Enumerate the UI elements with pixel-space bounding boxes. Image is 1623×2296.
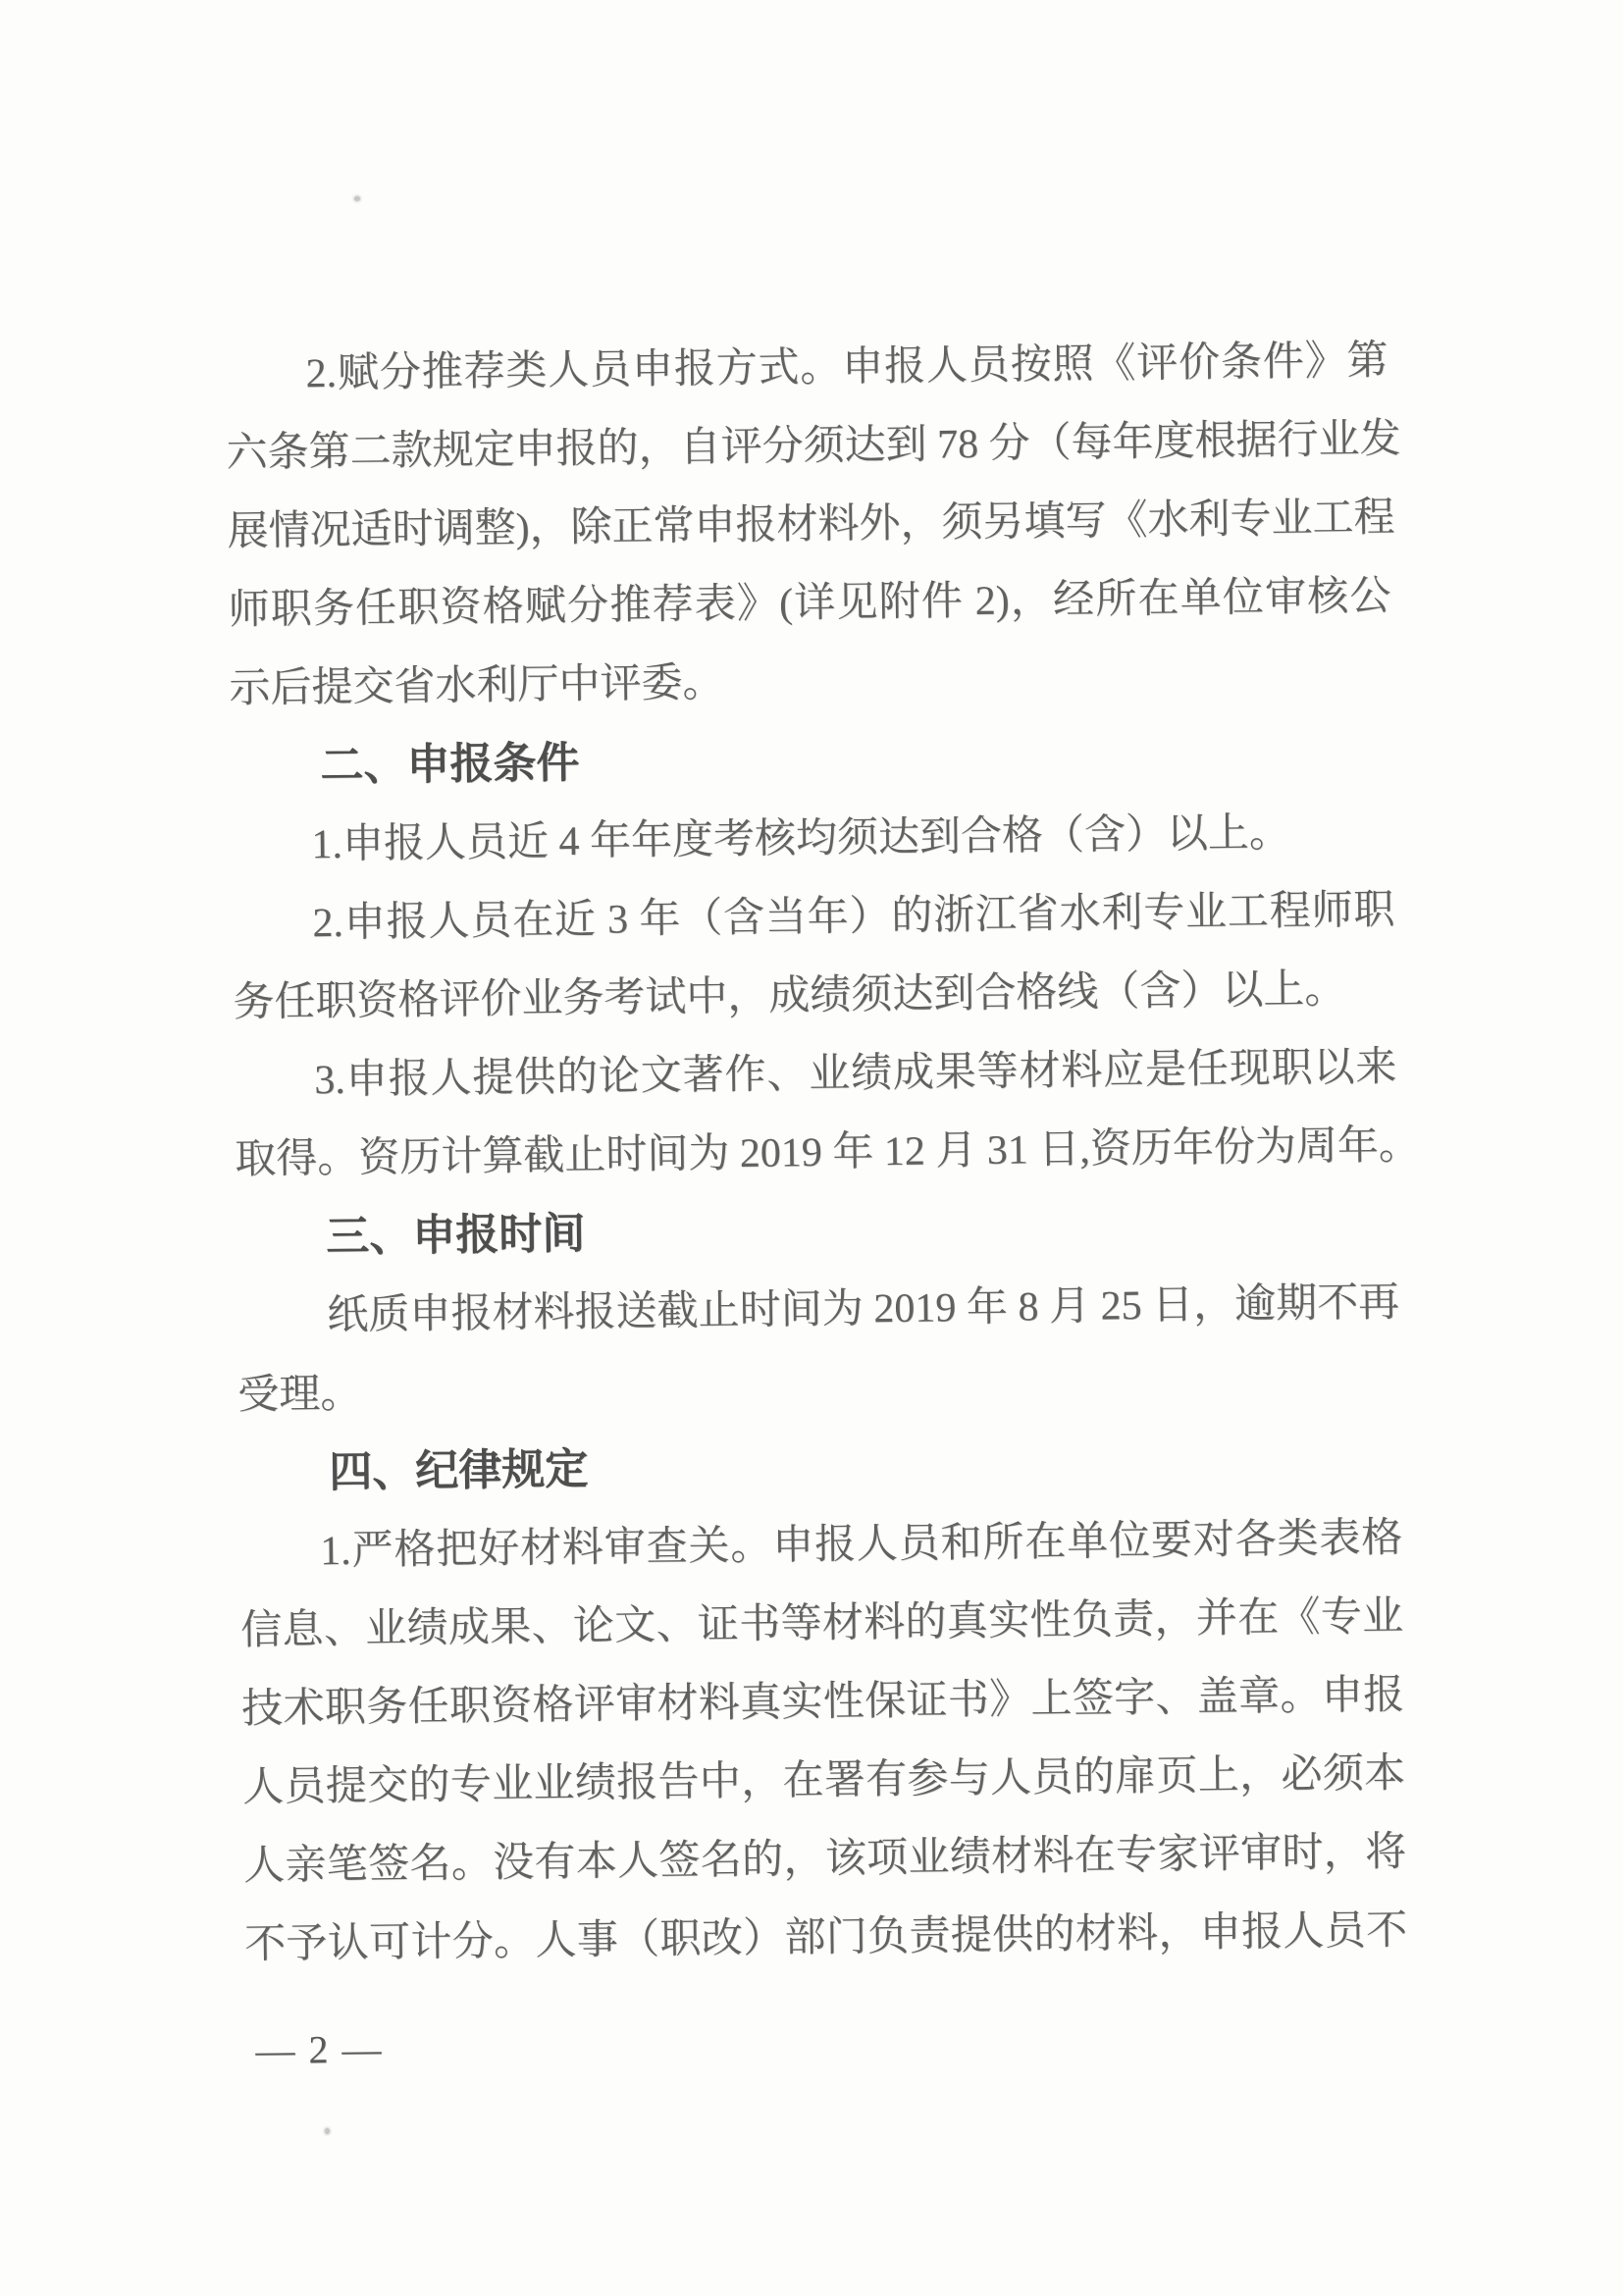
body-line: 受理。 [237, 1371, 362, 1419]
section-heading-3: 三、申报时间 [326, 1209, 586, 1262]
body-line: 人亲笔签名。没有本人签名的，该项业绩材料在专家评审时，将 [242, 1829, 1407, 1890]
body-line: 纸质申报材料报送截止时间为 2019 年 8 月 25 日，逾期不再 [327, 1279, 1400, 1339]
body-line: 2.申报人员在近 3 年（含当年）的浙江省水利专业工程师职 [312, 887, 1395, 947]
document-text-block [225, 322, 1421, 2090]
body-line: 1.申报人员近 4 年年度考核均须达到合格（含）以上。 [311, 810, 1291, 868]
body-line: 2.赋分推荐类人员申报方式。申报人员按照《评价条件》第 [305, 338, 1388, 397]
body-line: 六条第二款规定申报的，自评分须达到 78 分（每年度根据行业发 [226, 416, 1401, 477]
scan-speck [354, 196, 360, 201]
body-line: 不予认可计分。人事（职改）部门负责提供的材料，申报人员不 [243, 1907, 1408, 1968]
section-heading-4: 四、纪律规定 [328, 1444, 589, 1497]
body-line: 人员提交的专业业绩报告中，在署有参与人员的扉页上，必须本 [241, 1750, 1406, 1811]
body-line: 展情况适时调整)，除正常申报材料外，须另填写《水利专业工程 [227, 495, 1395, 555]
body-line: 技术职务任职资格评审材料真实性保证书》上签字、盖章。申报 [240, 1672, 1405, 1733]
body-line: 务任职资格评价业务考试中，成绩须达到合格线（含）以上。 [233, 966, 1346, 1026]
page-number: — 2 — [255, 2026, 384, 2073]
body-line: 1.严格把好材料审查关。申报人员和所在单位要对各类表格 [319, 1515, 1403, 1575]
body-line: 信息、业绩成果、论文、证书等材料的真实性负责，并在《专业 [239, 1593, 1404, 1654]
scan-speck [325, 2128, 330, 2134]
body-line: 3.申报人提供的论文著作、业绩成果等材料应是任现职以来 [314, 1044, 1397, 1104]
section-heading-2: 二、申报条件 [320, 738, 580, 791]
body-line: 示后提交省水利厅中评委。 [229, 660, 724, 712]
body-line: 取得。资历计算截止时间为 2019 年 12 月 31 日,资历年份为周年。 [235, 1122, 1421, 1183]
body-line: 师职务任职资格赋分推荐表》(详见附件 2)，经所在单位审核公 [228, 573, 1391, 634]
